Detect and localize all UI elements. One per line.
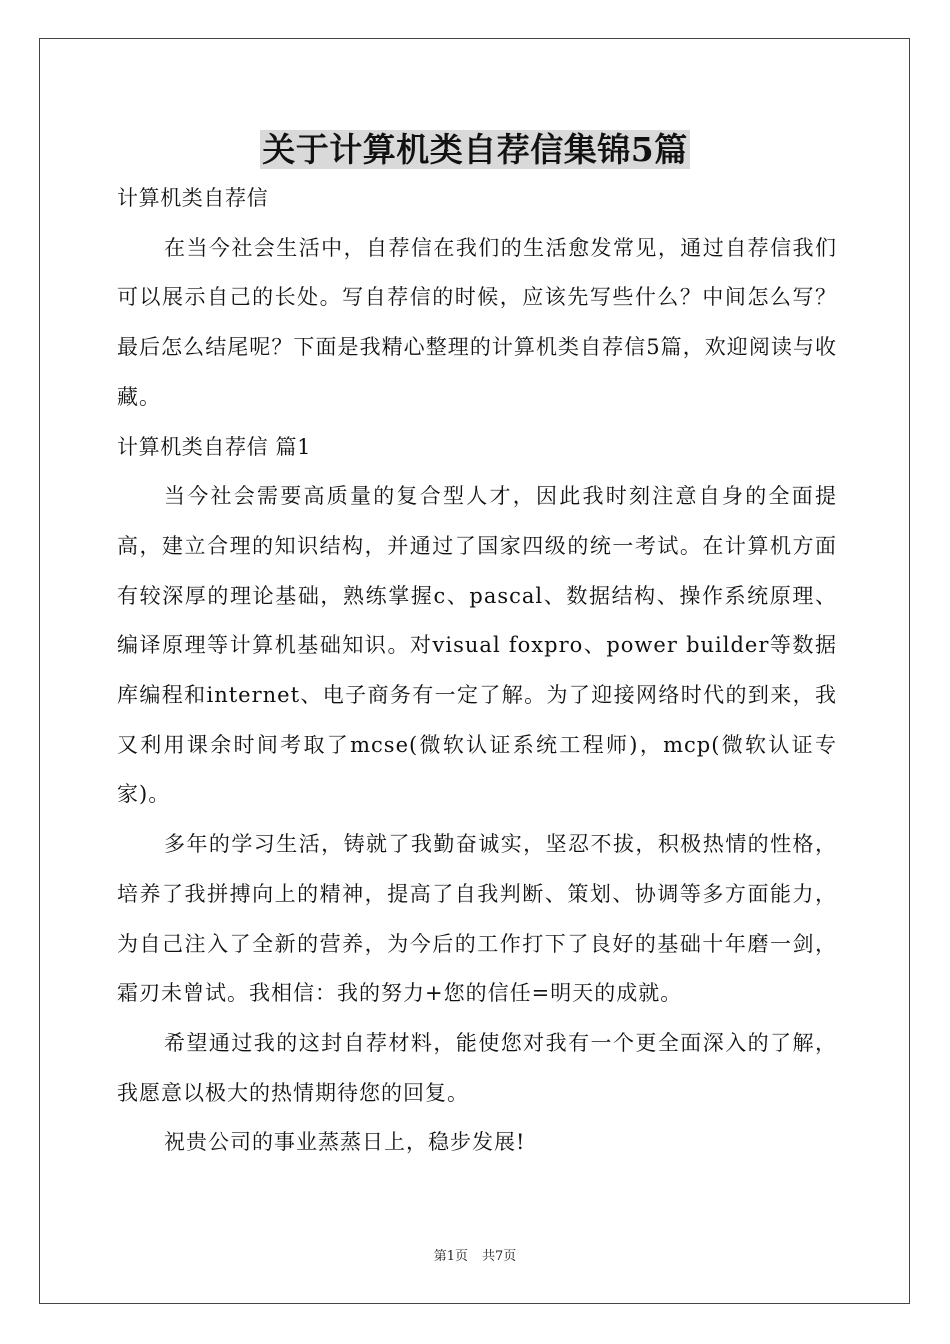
- page-footer: [0, 1247, 950, 1267]
- page-number: 第1页: [433, 1249, 468, 1264]
- paragraph: 祝贵公司的事业蒸蒸日上，稳步发展!: [164, 1130, 526, 1155]
- paragraph: 多年的学习生活，铸就了我勤奋诚实，坚忍不拔，积极热情的性格，培养了我拼搏向上的精神，提高了自我判断、策划、协调等多方面能力，为自己注入了全新的营养，为今后的工作打下了良好的基础十年磨一剑，霜刃未曾试。我相信：我的努力+您的信任=明天的成就。: [117, 832, 837, 1006]
- section-heading: 计算机类自荐信: [117, 186, 269, 210]
- document-body: [117, 174, 837, 1168]
- paragraph: 当今社会需要高质量的复合型人才，因此我时刻注意自身的全面提高，建立合理的知识结构，并通过了国家四级的统一考试。在计算机方面有较深厚的理论基础，熟练掌握c、pascal、数据结构、操作系统原理、编译原理等计算机基础知识。对visual foxpro、power builder等数据库编程和internet、电子商务有一定了解。为了迎接网络时代的到来，我又利用课余时间考取了mcse(微软认证系统工程师)，mcp(微软认证专家)。: [117, 484, 837, 807]
- document-title-text: 关于计算机类自荐信集锦5篇: [262, 130, 688, 169]
- paragraph: 希望通过我的这封自荐材料，能使您对我有一个更全面深入的了解，我愿意以极大的热情期待您的回复。: [117, 1030, 837, 1105]
- paragraph: 在当今社会生活中，自荐信在我们的生活愈发常见，通过自荐信我们可以展示自己的长处。写自荐信的时候，应该先写些什么？中间怎么写？最后怎么结尾呢？下面是我精心整理的计算机类自荐信5篇，欢迎阅读与收藏。: [117, 235, 837, 409]
- section-heading: 计算机类自荐信 篇1: [117, 434, 312, 459]
- page-total: 共7页: [482, 1249, 517, 1264]
- document-title: [0, 126, 950, 174]
